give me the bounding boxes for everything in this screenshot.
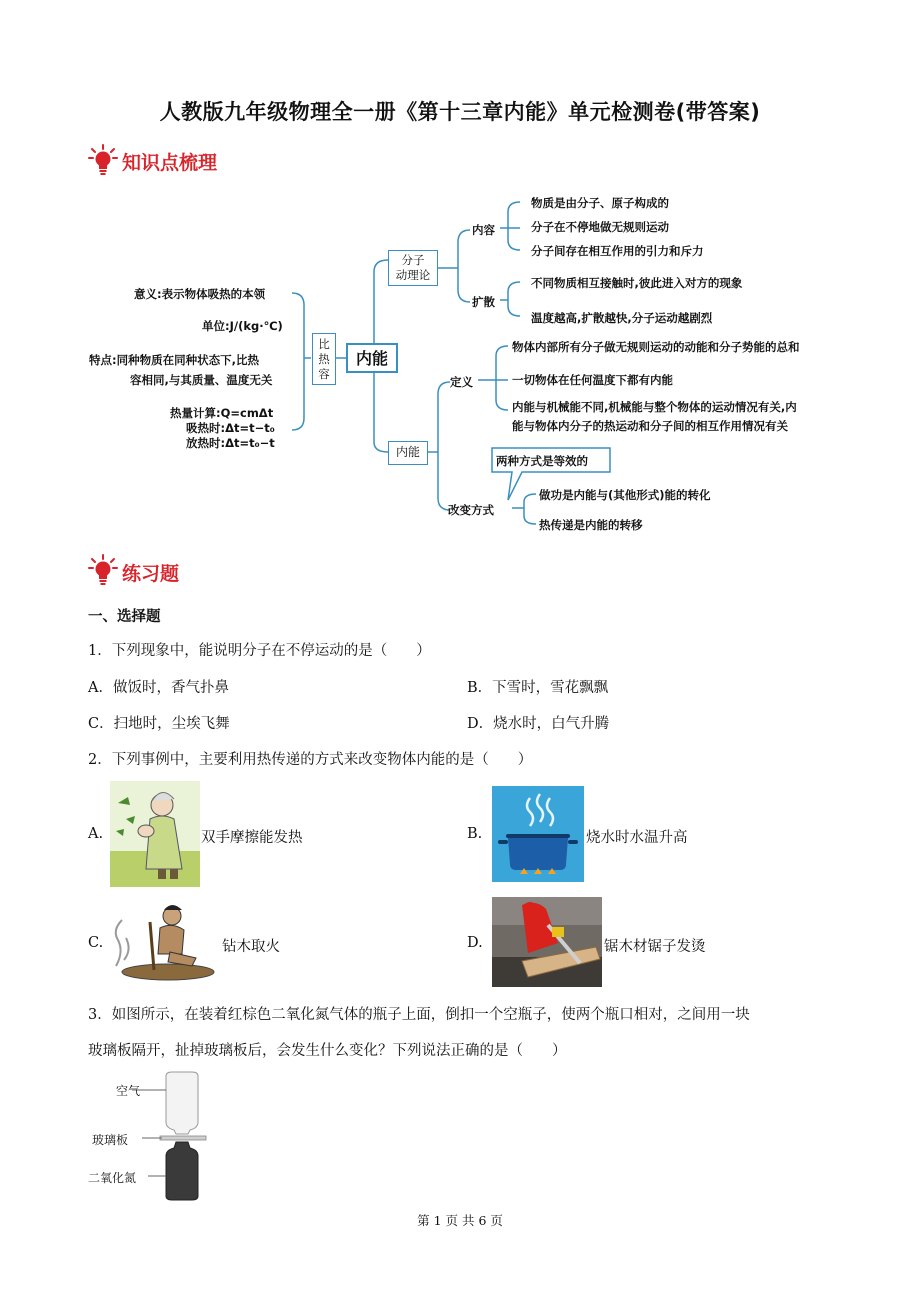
specific-heat-label: 比热容: [318, 337, 330, 381]
boiling-pot-picture: [492, 786, 584, 882]
q2-option-b-text[interactable]: 烧水时水温升高: [586, 830, 688, 846]
change-item: 做功是内能与(其他形式)能的转化: [539, 488, 711, 502]
mindmap-meaning: 意义:表示物体吸热的本领: [134, 287, 266, 301]
definition-item: 物体内部所有分子做无规则运动的动能和分子势能的总和: [512, 340, 800, 354]
question-1-stem: 1．下列现象中，能说明分子在不停运动的是（ ）: [88, 643, 431, 659]
definition-item: 能与物体内分子的热运动和分子间的相互作用情况有关: [512, 419, 788, 433]
molecular-theory-label-1: 分子: [401, 253, 425, 267]
mindmap-change-label: 改变方式: [448, 503, 494, 517]
q1-option-d[interactable]: D．烧水时，白气升腾: [467, 716, 610, 732]
molecular-theory-label-2: 动理论: [395, 268, 431, 282]
label-nitrogen-dioxide: 二氧化氮: [88, 1171, 137, 1185]
change-item: 热传递是内能的转移: [539, 518, 643, 532]
drilling-wood-fire-picture: [110, 896, 218, 984]
mindmap-connectors: [0, 0, 920, 540]
mindmap-absorb: 吸热时:Δt=t−t₀: [186, 421, 275, 435]
section-heading-knowledge: 知识点梳理: [122, 152, 218, 174]
lightbulb-icon: [88, 554, 118, 586]
rubbing-hands-picture: [110, 781, 200, 887]
label-glass-plate: 玻璃板: [92, 1133, 129, 1147]
mindmap-release: 放热时:Δt=t₀−t: [186, 436, 275, 450]
content-item: 分子间存在相互作用的引力和斥力: [531, 244, 704, 258]
part-heading: 一、选择题: [88, 609, 161, 625]
q2-option-c-letter[interactable]: C.: [88, 935, 104, 951]
internal-energy-box: 内能: [388, 441, 428, 465]
sawing-wood-picture: [492, 897, 602, 987]
internal-energy-center-box: 内能: [346, 343, 398, 373]
q2-option-b-letter[interactable]: B.: [467, 826, 483, 842]
q1-option-c[interactable]: C．扫地时，尘埃飞舞: [88, 716, 230, 732]
mindmap-diffusion-label: 扩散: [472, 295, 495, 309]
question-2-stem: 2．下列事例中，主要利用热传递的方式来改变物体内能的是（ ）: [88, 752, 533, 768]
mindmap-content-label: 内容: [472, 223, 495, 237]
definition-item: 内能与机械能不同,机械能与整个物体的运动情况有关,内: [512, 400, 797, 414]
page-footer: 第 1 页 共 6 页: [417, 1213, 503, 1228]
equivalence-note: 两种方式是等效的: [496, 454, 588, 468]
question-3-stem-line-2: 玻璃板隔开，扯掉玻璃板后，会发生什么变化？下列说法正确的是（ ）: [88, 1043, 567, 1059]
content-item: 物质是由分子、原子构成的: [531, 196, 669, 210]
question-3-stem-line-1: 3．如图所示，在装着红棕色二氧化氮气体的瓶子上面，倒扣一个空瓶子，使两个瓶口相对，之间用一块: [88, 1007, 750, 1023]
q2-option-d-text[interactable]: 锯木材锯子发烫: [604, 939, 706, 955]
definition-item: 一切物体在任何温度下都有内能: [512, 373, 673, 387]
q1-option-b[interactable]: B．下雪时，雪花飘飘: [467, 680, 609, 696]
mindmap-definition-label: 定义: [450, 375, 473, 389]
q2-option-a-letter[interactable]: A.: [88, 826, 104, 842]
section-heading-exercises: 练习题: [122, 563, 180, 585]
q2-option-c-text[interactable]: 钻木取火: [222, 939, 280, 955]
mindmap-unit: 单位:J/(kg·℃): [202, 319, 283, 333]
q2-option-a-text[interactable]: 双手摩擦能发热: [201, 830, 303, 846]
label-air: 空气: [116, 1084, 141, 1098]
diffusion-item: 温度越高,扩散越快,分子运动越剧烈: [531, 311, 713, 325]
q1-option-a[interactable]: A．做饭时，香气扑鼻: [88, 680, 229, 696]
content-item: 分子在不停地做无规则运动: [531, 220, 669, 234]
mindmap-feature-1: 特点:同种物质在同种状态下,比热: [89, 353, 259, 367]
molecular-theory-box: [388, 250, 438, 286]
mindmap-feature-2: 容相同,与其质量、温度无关: [130, 373, 273, 387]
page-title: 人教版九年级物理全一册《第十三章内能》单元检测卷(带答案): [159, 100, 761, 124]
q2-option-d-letter[interactable]: D.: [467, 935, 483, 951]
mindmap-heat-calc: 热量计算:Q=cmΔt: [170, 406, 274, 420]
specific-heat-box: [312, 333, 336, 385]
diffusion-item: 不同物质相互接触时,彼此进入对方的现象: [531, 276, 743, 290]
